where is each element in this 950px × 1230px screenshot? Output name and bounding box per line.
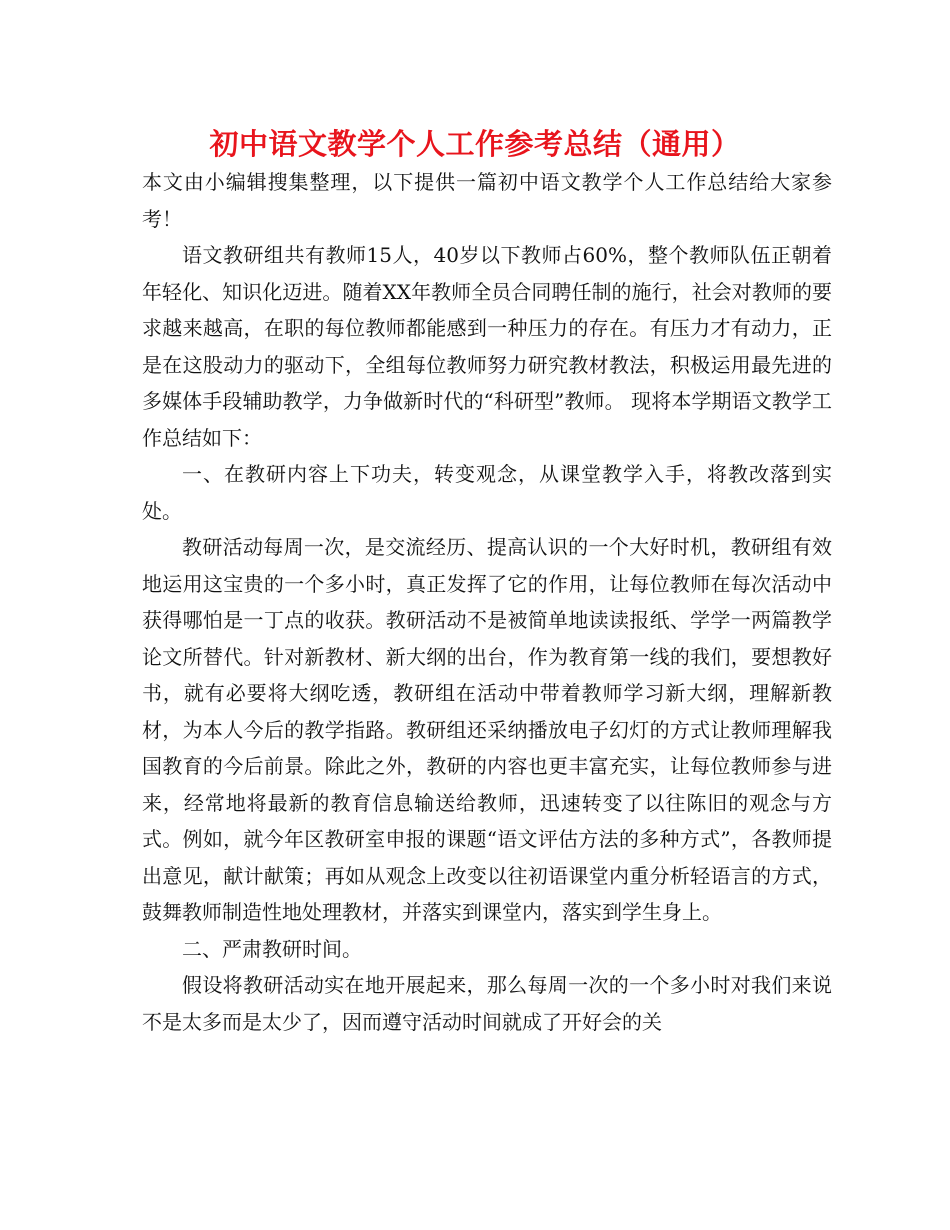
document-title: 初中语文教学个人工作参考总结（通用） bbox=[209, 127, 741, 161]
document-body bbox=[142, 164, 832, 1040]
body-paragraph: 假设将教研活动实在地开展起来，那么每周一次的一个多小时对我们来说不是太多而是太少了，因而遵守活动时间就成了开好会的关 bbox=[142, 973, 832, 1034]
body-paragraph: 语文教研组共有教师15人，40岁以下教师占60%，整个教师队伍正朝着年轻化、知识化迈进。随着XX年教师全员合同聘任制的施行，社会对教师的要求越来越高，在职的每位教师都能感到一种压力的存在。有压力才有动力，正是在这股动力的驱动下，全组每位教师努力研究教材教法，积极运用最先进的多媒体手段辅助教学，力争做新时代的“科研型”教师。 现将本学期语文教学工作总结如下： bbox=[142, 243, 832, 450]
section-heading-2: 二、严肃教研时间。 bbox=[182, 936, 362, 961]
intro-paragraph: 本文由小编辑搜集整理，以下提供一篇初中语文教学个人工作总结给大家参考！ bbox=[142, 170, 832, 231]
body-paragraph: 教研活动每周一次，是交流经历、提高认识的一个大好时机，教研组有效地运用这宝贵的一个多小时，真正发挥了它的作用，让每位教师在每次活动中获得哪怕是一丁点的收获。教研活动不是被简单地读读报纸、学学一两篇教学论文所替代。针对新教材、新大纲的出台，作为教育第一线的我们，要想教好书，就有必要将大纲吃透，教研组在活动中带着教师学习新大纲，理解新教材，为本人今后的教学指路。教研组还采纳播放电子幻灯的方式让教师理解我国教育的今后前景。除此之外，教研的内容也更丰富充实，让每位教师参与进来，经常地将最新的教育信息输送给教师，迅速转变了以往陈旧的观念与方式。例如，就今年区教研室申报的课题“语文评估方法的多种方式”，各教师提出意见，献计献策；再如从观念上改变以往初语课堂内重分析轻语言的方式，鼓舞教师制造性地处理教材，并落实到课堂内，落实到学生身上。 bbox=[142, 535, 832, 924]
section-heading-1: 一、在教研内容上下功夫，转变观念，从课堂教学入手，将教改落到实处。 bbox=[142, 462, 832, 523]
